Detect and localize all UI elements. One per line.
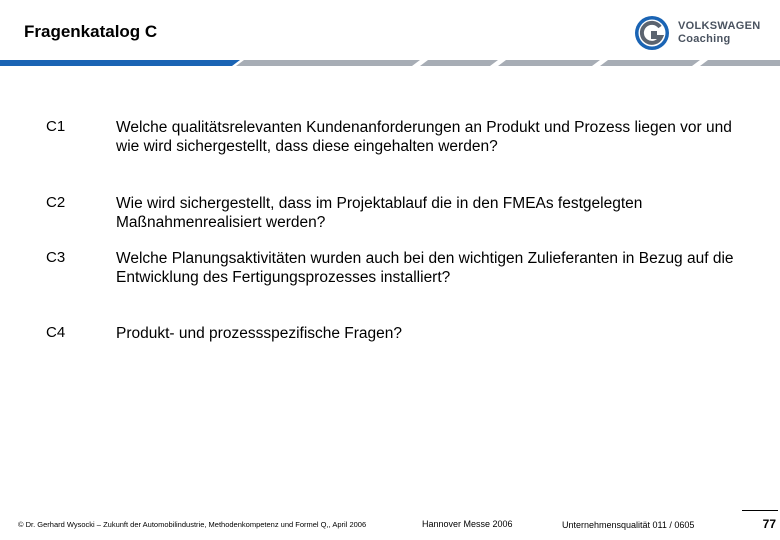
vw-coaching-logo [634, 15, 768, 55]
page-number: 77 [762, 517, 776, 531]
footer-author: © Dr. Gerhard Wysocki – Zukunft der Automobilindustrie, Methodenkompetenz und Formel Q,, April 2006 [18, 520, 367, 529]
question-text: Produkt- und prozessspezifische Fragen? [116, 325, 403, 342]
question-text: Welche qualitätsrelevanten Kundenanforderungen an Produkt und Prozess liegen vor und wie wird sichergestellt, dass diese eingehalten werden? [116, 119, 732, 155]
logo-sub: Coaching [678, 33, 731, 45]
page-number-box [742, 510, 778, 533]
footer-doc-ref: Unternehmensqualität 011 / 0605 [562, 520, 695, 530]
footer-event: Hannover Messe 2006 [422, 519, 513, 529]
question-text: Wie wird sichergestellt, dass im Projektablauf die in den FMEAs festgelegten Maßnahmenrealisiert werden? [116, 195, 643, 231]
question-code: C2 [46, 194, 66, 211]
header-rule [0, 60, 780, 66]
question-code: C4 [46, 324, 66, 341]
question-code: C1 [46, 118, 66, 135]
logo-wordmark [678, 20, 760, 46]
logo-brand: VOLKSWAGEN [678, 20, 761, 32]
question-text: Welche Planungsaktivitäten wurden auch bei den wichtigen Zulieferanten in Bezug auf die Entwicklung des Fertigungsprozesses installiert? [116, 250, 734, 286]
question-code: C3 [46, 249, 66, 266]
page-title: Fragenkatalog C [24, 22, 158, 41]
vw-coaching-logo-icon [634, 15, 670, 51]
